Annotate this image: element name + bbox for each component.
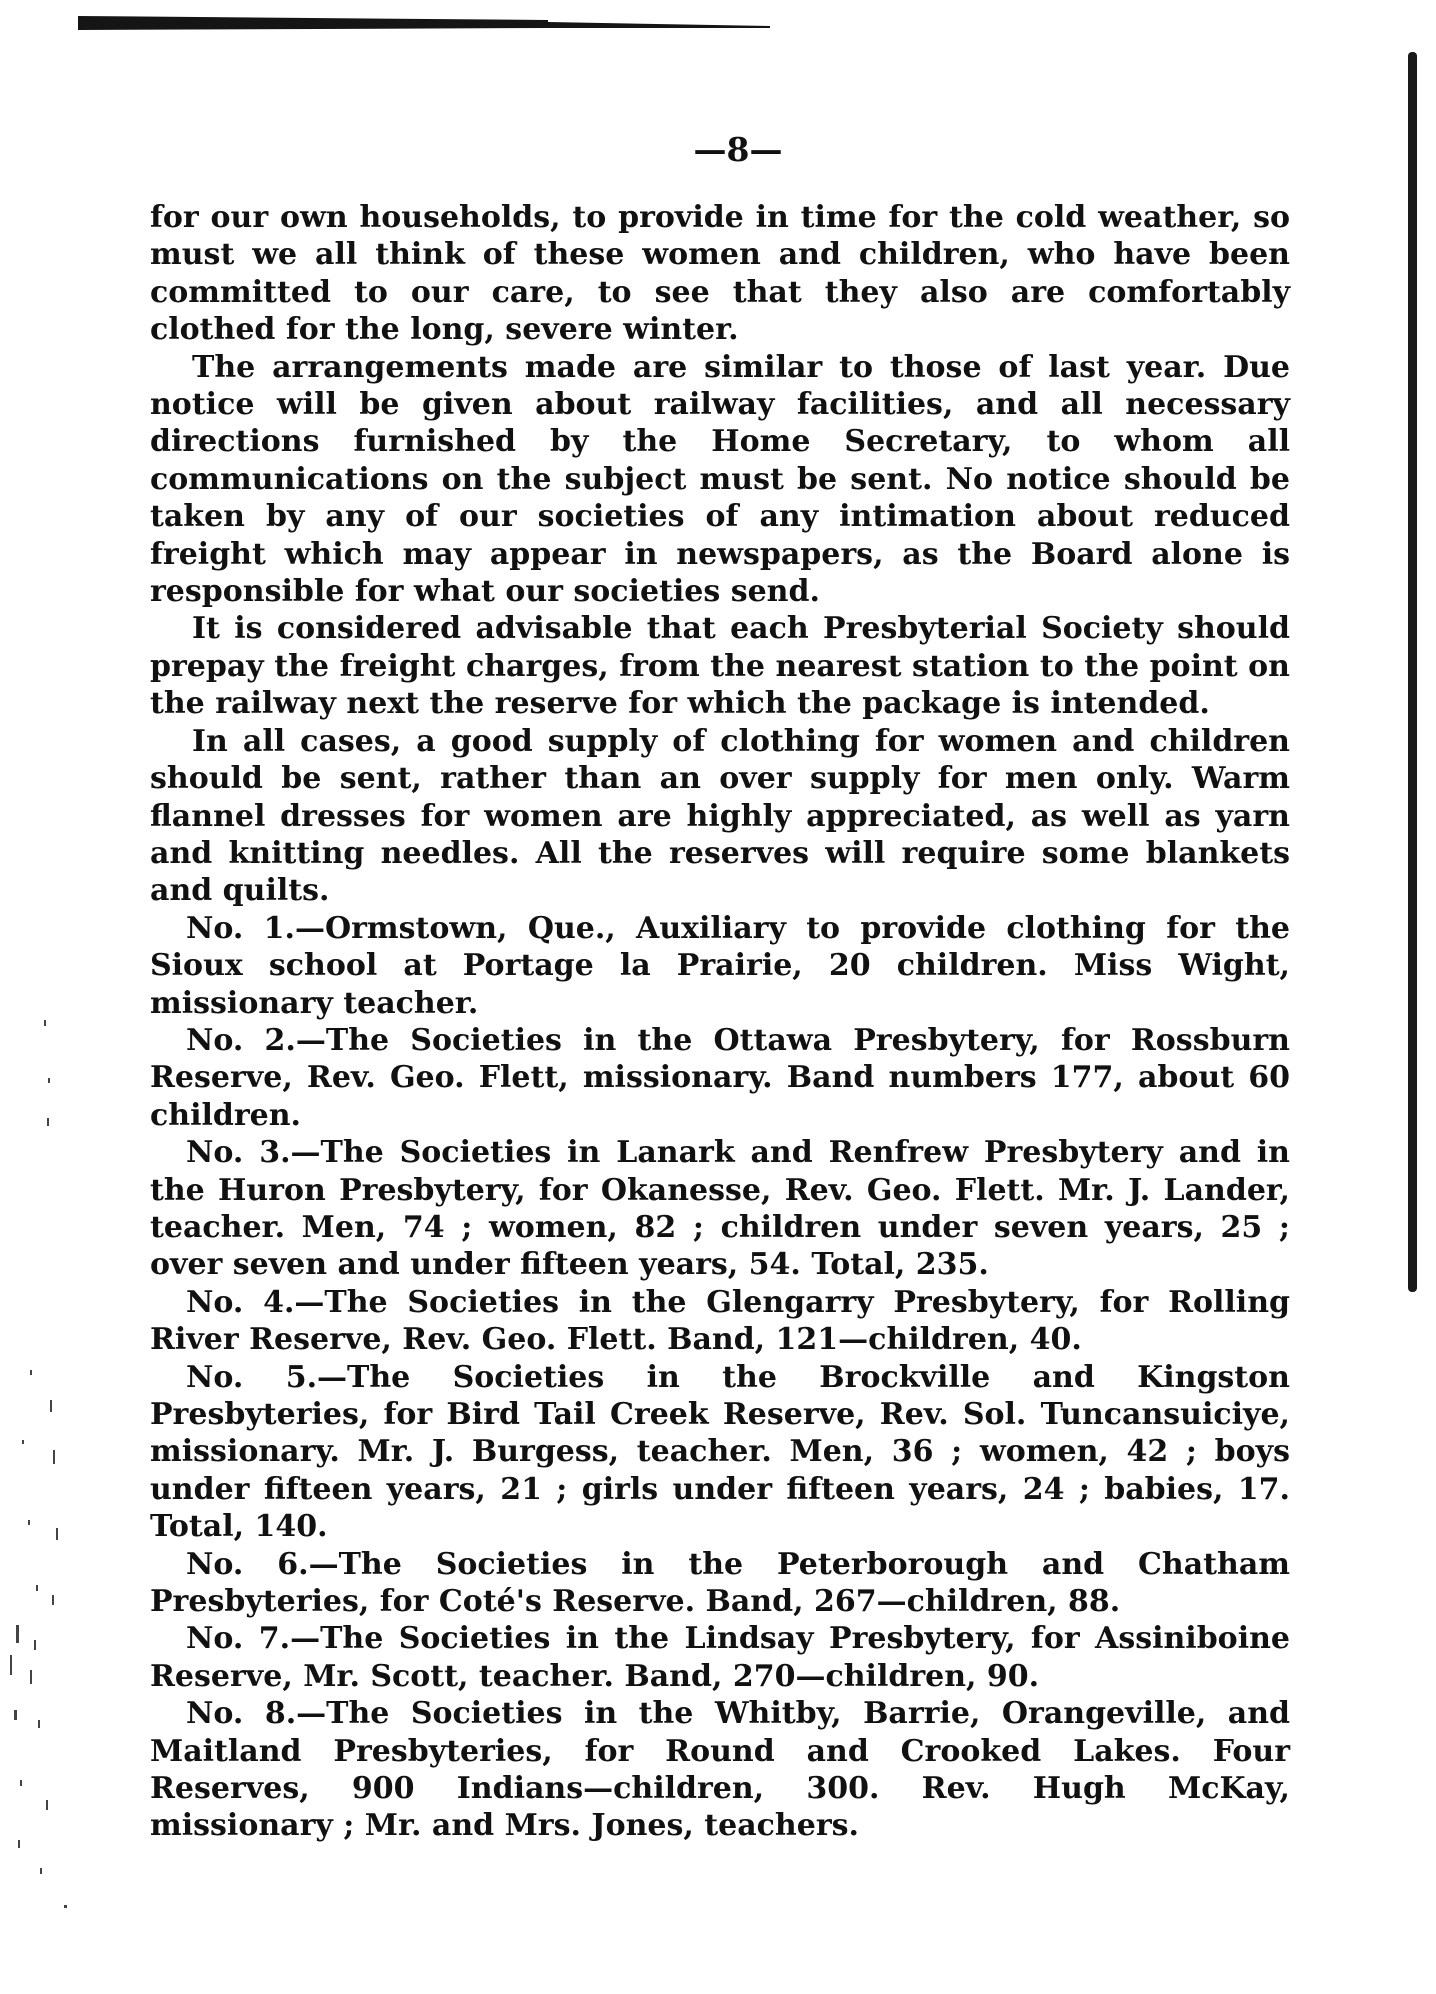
list-item [150, 1546, 1290, 1621]
paragraph-3: It is considered advisable that each Presbyterial Society should prepay the freight charges, from the nearest station to the point on the railway next the reserve for which the package is intended. [150, 611, 1290, 722]
list-item [150, 1134, 1290, 1284]
item-text: —The Societies in Lanark and Renfrew Presbytery and in the Huron Presbytery, for Okanesse, Rev. Geo. Flett. Mr. J. Lander, teacher. Men, 74 ; women, 82 ; children under seven years, 25 ; over seven and under fifteen years, 54. Total, 235. [150, 1135, 1290, 1283]
list-item [150, 1620, 1290, 1695]
page-edge-border [1408, 52, 1417, 1292]
list-item [150, 1284, 1290, 1359]
list-item [150, 1695, 1290, 1845]
item-text: —The Societies in the Brockville and Kingston Presbyteries, for Bird Tail Creek Reserve, Rev. Sol. Tuncansuiciye, missionary. Mr. J. Burgess, teacher. Men, 36 ; women, 42 ; boys under fifteen years, 21 ; girls under fifteen years, 24 ; babies, 17. Total, 140. [150, 1359, 1290, 1545]
item-text: —The Societies in the Peterborough and Chatham Presbyteries, for Coté's Reserve. Band, 267—children, 88. [150, 1546, 1290, 1620]
item-text: —The Societies in the Glengarry Presbytery, for Rolling River Reserve, Rev. Geo. Flett. Band, 121—children, 40. [150, 1284, 1290, 1358]
item-number: No. 6. [186, 1546, 309, 1582]
item-number: No. 4. [186, 1284, 295, 1320]
item-text: —The Societies in the Lindsay Presbytery, for Assiniboine Reserve, Mr. Scott, teacher. Band, 270—children, 90. [150, 1621, 1290, 1694]
item-number: No. 8. [186, 1696, 297, 1732]
item-number: No. 1. [186, 910, 295, 946]
paragraph-2: The arrangements made are similar to those of last year. Due notice will be given about railway facilities, and all necessary directions furnished by the Home Secretary, to whom all communications on the subject must be sent. No notice should be taken by any of our societies of any intimation about reduced freight which may appear in newspapers, as the Board alone is responsible for what our societies send. [150, 349, 1290, 610]
list-item [150, 910, 1290, 1022]
margin-specks [0, 1000, 80, 1950]
page-number: —8— [693, 130, 783, 169]
paragraph-4: In all cases, a good supply of clothing for women and children should be sent, rather than an over supply for men only. Warm flannel dresses for women are highly appreciated, as well as yarn and knitting needles. All the reserves will require some blankets and quilts. [150, 723, 1290, 909]
item-number: No. 2. [186, 1022, 296, 1058]
list-item [150, 1359, 1290, 1546]
document-body [150, 199, 1290, 1845]
top-rule [78, 14, 770, 32]
item-number: No. 7. [186, 1621, 291, 1657]
item-number: No. 3. [186, 1135, 291, 1171]
item-text: —The Societies in the Whitby, Barrie, Orangeville, and Maitland Presbyteries, for Round and Crooked Lakes. Four Reserves, 900 Indians—children, 300. Rev. Hugh McKay, missionary ; Mr. and Mrs. Jones, teachers. [150, 1696, 1290, 1844]
list-item [150, 1022, 1290, 1134]
paragraph-1: for our own households, to provide in time for the cold weather, so must we all think of these women and children, who have been committed to our care, to see that they also are comfortably clothed for the long, severe winter. [150, 200, 1290, 348]
item-text: —Ormstown, Que., Auxiliary to provide clothing for the Sioux school at Portage la Prairie, 20 children. Miss Wight, missionary teacher. [150, 910, 1290, 1021]
item-text: —The Societies in the Ottawa Presbytery, for Rossburn Reserve, Rev. Geo. Flett, missionary. Band numbers 177, about 60 children. [150, 1022, 1290, 1133]
item-number: No. 5. [186, 1359, 318, 1395]
